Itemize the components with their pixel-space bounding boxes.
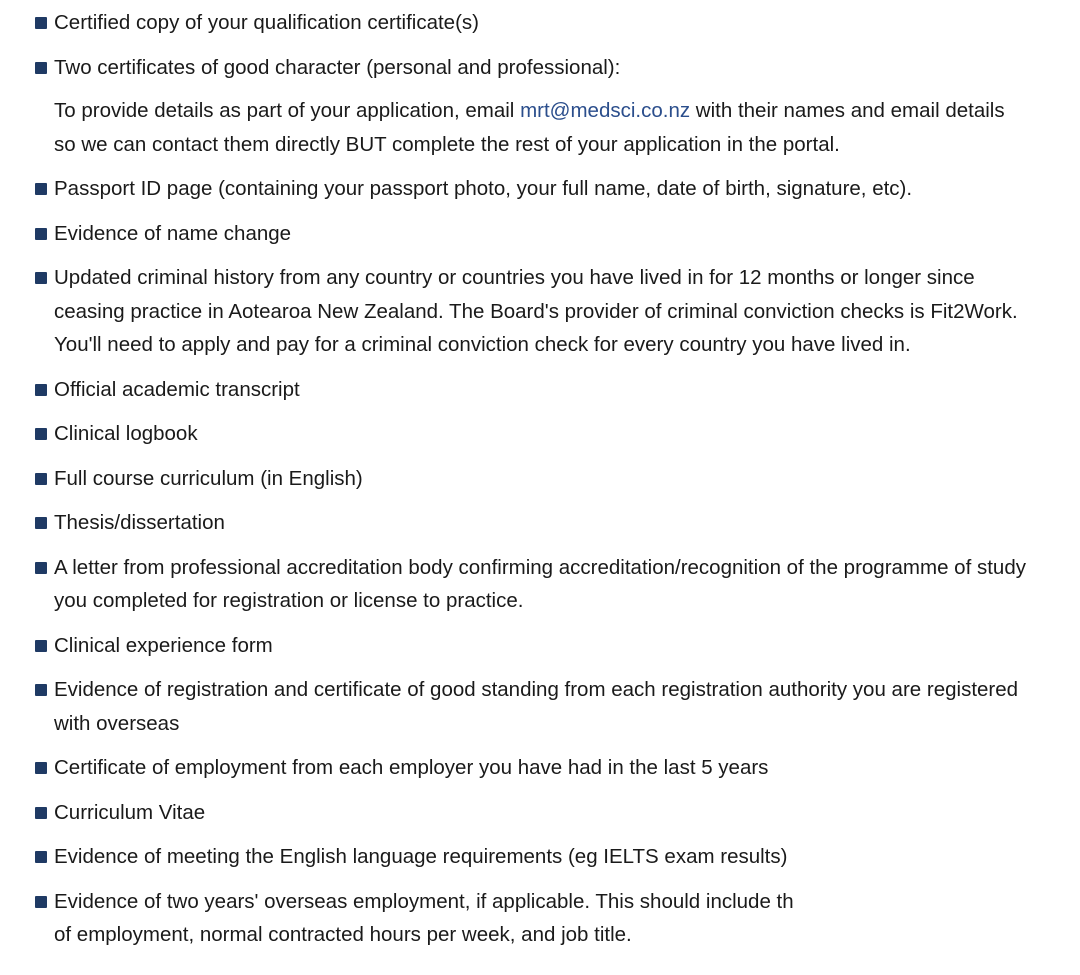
list-item-criminal-history [0, 261, 1080, 362]
list-item-passport [0, 172, 1080, 206]
square-bullet-icon [35, 272, 47, 284]
note-text-after: with their names and email details so we can contact them directly BUT complete the rest of your application in the portal. [54, 99, 1005, 156]
square-bullet-icon [35, 473, 47, 485]
list-item-overseas-employment [0, 885, 1080, 952]
square-bullet-icon [35, 183, 47, 195]
list-item-text: Evidence of registration and certificate of good standing from each registration authority you are registered with overseas [54, 678, 1019, 735]
list-item-text: Curriculum Vitae [54, 800, 206, 824]
list-item-curriculum [0, 462, 1080, 496]
square-bullet-icon [35, 896, 47, 908]
list-item-cv [0, 796, 1080, 830]
square-bullet-icon [35, 17, 47, 29]
list-item-transcript [0, 373, 1080, 407]
square-bullet-icon [35, 807, 47, 819]
list-item-text: Evidence of two years' overseas employment, if applicable. This should include th [54, 889, 794, 913]
list-item-english-requirements [0, 840, 1080, 874]
square-bullet-icon [35, 762, 47, 774]
list-item-continuation: of employment, normal contracted hours per week, and job title. [54, 923, 632, 946]
list-item-thesis [0, 506, 1080, 540]
list-item-text: Clinical experience form [54, 633, 273, 657]
square-bullet-icon [35, 62, 47, 74]
square-bullet-icon [35, 640, 47, 652]
list-item-good-character [0, 51, 1080, 162]
list-item-text: A letter from professional accreditation body confirming accreditation/recognition of the programme of study you completed for registration or license to practice. [54, 555, 1026, 612]
list-item-text: Full course curriculum (in English) [54, 466, 363, 490]
square-bullet-icon [35, 228, 47, 240]
list-item-clinical-experience [0, 629, 1080, 663]
list-item-logbook [0, 417, 1080, 451]
list-item-accreditation-letter [0, 551, 1080, 618]
list-item-text: Official academic transcript [54, 377, 300, 401]
list-item-name-change [0, 217, 1080, 251]
note-text-before: To provide details as part of your application, email [54, 99, 521, 122]
square-bullet-icon [35, 562, 47, 574]
list-item-text: Passport ID page (containing your passport photo, your full name, date of birth, signature, etc). [54, 177, 913, 200]
list-item-text: Updated criminal history from any country or countries you have lived in for 12 months or longer since ceasing practice in Aotearoa New Zealand. The Board's provider of criminal conviction checks is Fit2Work. You'll need to apply and pay for a criminal conviction check for every country you have lived in. [54, 266, 1018, 356]
list-item-employment-certificate [0, 751, 1080, 785]
square-bullet-icon [35, 851, 47, 863]
list-item-text: Clinical logbook [54, 422, 198, 445]
square-bullet-icon [35, 428, 47, 440]
list-item-text: Certified copy of your qualification certificate(s) [54, 11, 479, 34]
square-bullet-icon [35, 684, 47, 696]
list-item-qualification-certificate [0, 6, 1080, 40]
square-bullet-icon [35, 384, 47, 396]
list-item-text: Two certificates of good character (personal and professional): [54, 55, 621, 79]
email-link[interactable]: mrt@medsci.co.nz [520, 99, 691, 122]
list-item-text: Certificate of employment from each employer you have had in the last 5 years [54, 756, 769, 779]
list-item-text: Evidence of name change [54, 221, 292, 245]
good-character-note [54, 94, 1050, 161]
square-bullet-icon [35, 517, 47, 529]
list-item-text: Thesis/dissertation [54, 511, 225, 534]
requirements-list [0, 6, 1080, 963]
list-item-registration-standing [0, 673, 1080, 740]
list-item-text: Evidence of meeting the English language requirements (eg IELTS exam results) [54, 845, 788, 868]
